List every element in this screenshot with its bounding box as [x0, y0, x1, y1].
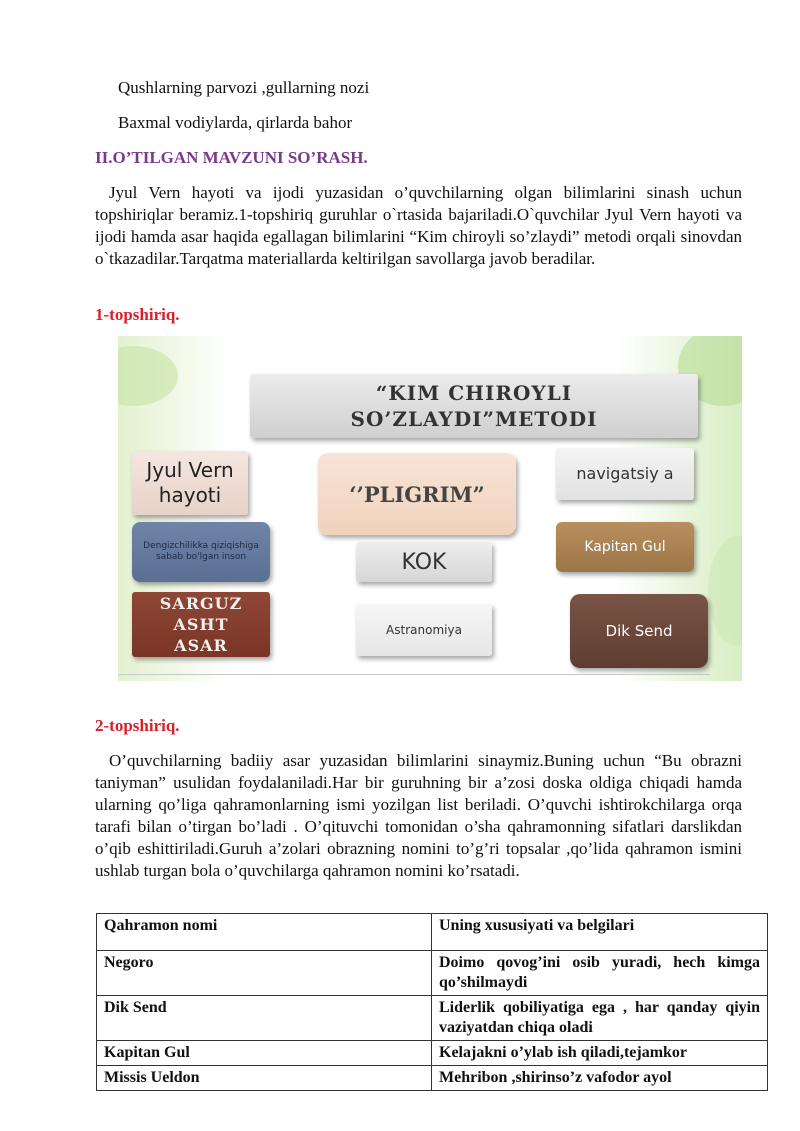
sarguzasht-line-3: ASAR: [174, 636, 228, 655]
table-header-traits: Uning xususiyati va belgilari: [432, 914, 768, 951]
table-cell-traits: Mehribon ,shirinso’z vafodor ayol: [432, 1066, 768, 1091]
sarguzasht-line-2: ASHT: [173, 615, 229, 634]
method-title-line-1: “KIM CHIROYLI: [375, 381, 573, 405]
sarguzasht-asar-box: [132, 592, 270, 657]
method-title-box: [250, 374, 698, 438]
poem-line-1: Qushlarning parvozi ,gullarning nozi: [118, 78, 370, 97]
dik-send-box: Dik Send: [570, 594, 708, 668]
navigatsiya-box: navigatsiy a: [556, 448, 694, 500]
table-row: [97, 951, 768, 996]
poem-line-2: Baxmal vodiylarda, qirlarda bahor: [118, 113, 353, 132]
jyul-vern-box: Jyul Vern hayoti: [132, 451, 248, 515]
leaf-decoration: [708, 536, 742, 646]
section-heading: II.O’TILGAN MAVZUNI SO’RASH.: [95, 148, 368, 167]
pligrim-box: ‘’PLIGRIM”: [318, 453, 516, 535]
table-cell-traits: Liderlik qobiliyatiga ega , har qanday qiyin vaziyatdan chiqa oladi: [432, 996, 768, 1041]
method-title-line-2: SO’ZLAYDI”METODI: [350, 407, 598, 431]
characters-table: [96, 913, 768, 1091]
table-cell-traits: Kelajakni o’ylab ish qiladi,tejamkor: [432, 1041, 768, 1066]
kok-box: KOK: [356, 542, 492, 582]
table-header-row: [97, 914, 768, 951]
kapitan-gul-box: Kapitan Gul: [556, 522, 694, 572]
table-cell-traits: Doimo qovog’ini osib yuradi, hech kimga qo’shilmaydi: [432, 951, 768, 996]
task2-paragraph: O’quvchilarning badiiy asar yuzasidan bilimlarini sinaymiz.Buning uchun “Bu obrazni taniyman” usulidan foydalaniladi.Har bir guruhning bir a’zosi doska oldiga chiqadi hamda ularning qo’liga qahramonlarning ismi yozilgan list beriladi. O’quvchi ishtirokchilarga orqa tarafi bilan o’tirgan bo’ladi . O’qituvchi tomonidan o’sha qahramonning sifatlari darslikdan o’qib eshittiriladi.Guruh a’zolari obrazning nomini to’g’ri topsalar ,qo’lida qahramon ismini ushlab turgan bola o’quvchilarga qahramon nomini ko’rsatadi.: [95, 751, 742, 880]
sarguzasht-line-1: SARGUZ: [159, 594, 243, 613]
intro-paragraph: Jyul Vern hayoti va ijodi yuzasidan o’quvchilarning olgan bilimlarini sinash uchun topshiriqlar beramiz.1-topshiriq guruhlar o`rtasida bajariladi.O`quvchilar Jyul Vern hayoti va ijodi hamda asar haqida egallagan bilimlarini “Kim chiroyli so’zlaydi” metodi orqali sinovdan o`tkazadilar.Tarqatma materiallarda keltirilgan savollarga javob beradilar.: [95, 183, 742, 268]
table-row: [97, 1041, 768, 1066]
table-cell-name: Negoro: [97, 951, 432, 996]
table-header-name: Qahramon nomi: [97, 914, 432, 951]
table-cell-name: Dik Send: [97, 996, 432, 1041]
table-row: [97, 996, 768, 1041]
astronomiya-box: Astranomiya: [356, 604, 492, 656]
figure-baseline: [118, 674, 710, 675]
leaf-decoration: [118, 346, 178, 406]
task1-heading: 1-topshiriq.: [95, 305, 180, 324]
method-figure: [118, 336, 742, 681]
task2-heading: 2-topshiriq.: [95, 716, 180, 735]
table-cell-name: Missis Ueldon: [97, 1066, 432, 1091]
blurred-info-box: Dengizchilikka qiziqishiga sabab bo'lgan inson: [132, 522, 270, 582]
table-cell-name: Kapitan Gul: [97, 1041, 432, 1066]
table-row: [97, 1066, 768, 1091]
